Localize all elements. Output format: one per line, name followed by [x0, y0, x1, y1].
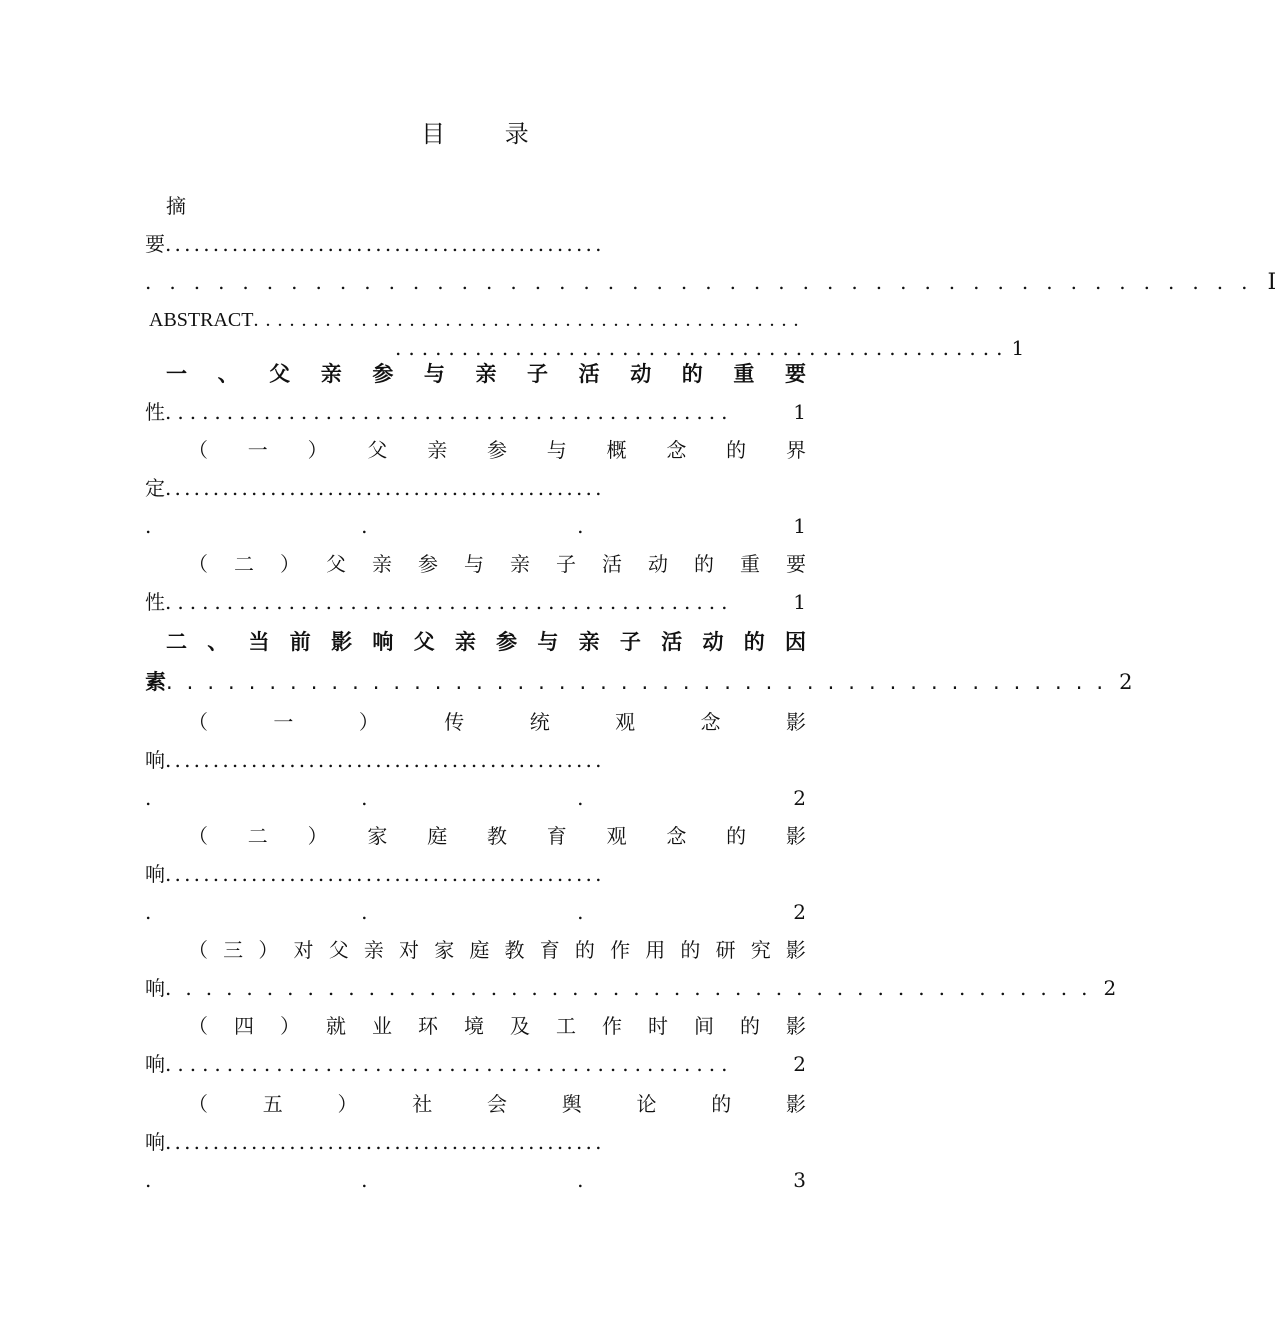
- toc-entry-s2-3: [188, 935, 806, 965]
- entry-char: 时: [648, 1014, 668, 1038]
- leader-dot: .: [145, 514, 152, 538]
- leader-dots: ..............................................: [166, 670, 1118, 694]
- entry-char: 界: [785, 438, 806, 462]
- entry-char: 活: [602, 552, 622, 576]
- entry-char: 三: [223, 938, 244, 962]
- toc-entry-s2-2: [188, 821, 806, 851]
- entry-char: 作: [610, 938, 631, 962]
- leader-dots: ..............................................: [165, 590, 734, 614]
- entry-char: 父: [413, 630, 435, 654]
- entry-char: 、: [217, 362, 239, 386]
- entry-char: 亲: [427, 438, 448, 462]
- entry-char: 前: [289, 630, 311, 654]
- leader-dots: ..............................................: [165, 1130, 605, 1154]
- page-number: 1: [793, 400, 806, 424]
- leader-dots: ..............................................: [253, 309, 806, 331]
- leader-dots: ..............................................: [165, 476, 605, 500]
- toc-entry-s1-2-tail: [145, 587, 806, 617]
- leader-dot: .: [361, 1168, 368, 1192]
- entry-char: 观: [615, 710, 636, 734]
- entry-char: 子: [619, 630, 641, 654]
- entry-char: 教: [504, 938, 525, 962]
- entry-char: 活: [578, 362, 600, 386]
- entry-char: 参: [486, 438, 507, 462]
- page-number: 2: [793, 786, 806, 810]
- entry-char: 间: [694, 1014, 714, 1038]
- entry-char: 用: [645, 938, 666, 962]
- entry-char: 的: [740, 1014, 760, 1038]
- toc-entry-s1-1-tail: [145, 473, 806, 503]
- entry-char: 的: [726, 438, 747, 462]
- entry-char: 与: [546, 438, 567, 462]
- entry-char: 的: [680, 938, 701, 962]
- page-number: 2: [793, 1052, 806, 1076]
- entry-char: 社: [412, 1092, 433, 1116]
- entry-char: 影: [785, 710, 806, 734]
- entry-char: 念: [666, 824, 687, 848]
- entry-label: 响: [145, 1052, 165, 1076]
- entry-char: 活: [661, 630, 683, 654]
- entry-char: ）: [307, 438, 328, 462]
- entry-char: ）: [307, 824, 328, 848]
- entry-char: 影: [331, 630, 353, 654]
- page-number: 2: [1119, 670, 1133, 694]
- leader-dots: ..............................................: [165, 232, 605, 256]
- page-number: 1: [793, 590, 806, 614]
- entry-char: 亲: [510, 552, 530, 576]
- leader-dot: .: [145, 786, 152, 810]
- entry-char: （: [188, 710, 208, 734]
- leader-dot: .: [361, 514, 368, 538]
- entry-label: 响: [145, 862, 165, 886]
- entry-char: 亲: [454, 630, 476, 654]
- entry-char: 子: [527, 362, 549, 386]
- entry-char: 传: [444, 710, 465, 734]
- entry-char: 庭: [469, 938, 490, 962]
- entry-char: 的: [711, 1092, 732, 1116]
- toc-entry-s2-1-tail: [145, 745, 806, 775]
- page-title: 目 录: [421, 120, 555, 148]
- toc-entry-s2-1-cont: [145, 783, 806, 813]
- entry-char: 与: [464, 552, 484, 576]
- toc-entry-s2-4: [188, 1011, 806, 1041]
- page-number: 1: [1011, 336, 1025, 360]
- toc-heading-s2-tail: [145, 667, 1133, 697]
- entry-char: 父: [326, 552, 346, 576]
- entry-char: 父: [328, 938, 349, 962]
- entry-char: 因: [784, 630, 806, 654]
- entry-char: 影: [786, 1092, 806, 1116]
- entry-label: 性: [145, 590, 165, 614]
- entry-char: 子: [556, 552, 576, 576]
- entry-char: 念: [666, 438, 687, 462]
- entry-char: 论: [636, 1092, 657, 1116]
- entry-char: 二: [166, 630, 187, 654]
- leader-dot: .: [361, 900, 368, 924]
- leader-dot: .: [145, 1168, 152, 1192]
- entry-char: 及: [510, 1014, 530, 1038]
- entry-char: 亲: [320, 362, 342, 386]
- entry-char: 参: [372, 362, 394, 386]
- toc-entry-s2-5: [188, 1089, 806, 1119]
- entry-label: 要: [145, 232, 165, 256]
- entry-char: 家: [367, 824, 388, 848]
- toc-entry-s2-5-cont: [145, 1165, 806, 1195]
- toc-entry-s2-5-tail: [145, 1127, 806, 1157]
- leader-dots: ..............................................: [165, 748, 605, 772]
- leader-dot: .: [145, 900, 152, 924]
- entry-char: 的: [681, 362, 703, 386]
- toc-entry-s1-2: [188, 549, 806, 579]
- entry-char: ）: [337, 1092, 358, 1116]
- entry-char: 究: [750, 938, 771, 962]
- entry-label: 响: [145, 1130, 165, 1154]
- toc-entry-abstract: [149, 305, 806, 335]
- entry-char: 研: [715, 938, 736, 962]
- leader-dots: ..............................................: [165, 1052, 734, 1076]
- toc-entry-zhaiyao-head: [166, 191, 827, 221]
- entry-char: 庭: [427, 824, 448, 848]
- entry-char: 五: [262, 1092, 283, 1116]
- toc-entry-s1-1-cont: [145, 511, 806, 541]
- entry-char: 摘: [166, 194, 186, 218]
- leader-dots: ..............................................: [395, 336, 1010, 360]
- leader-dot: .: [577, 514, 584, 538]
- toc-entry-s2-2-tail: [145, 859, 806, 889]
- toc-entry-zhaiyao-cont: [145, 267, 1276, 297]
- entry-char: （: [188, 438, 208, 462]
- entry-char: 念: [700, 710, 721, 734]
- entry-char: （: [188, 938, 208, 962]
- entry-char: （: [188, 1092, 208, 1116]
- entry-char: 当: [248, 630, 270, 654]
- entry-char: ）: [280, 1014, 300, 1038]
- page-number: 2: [793, 900, 806, 924]
- leader-dots: ..............................................: [165, 976, 1102, 1000]
- leader-dots: ..............................................: [165, 862, 605, 886]
- entry-char: 影: [785, 938, 806, 962]
- leader-dots: ..............................................: [145, 270, 1266, 294]
- entry-char: 就: [326, 1014, 346, 1038]
- toc-entry-s2-4-tail: [145, 1049, 806, 1079]
- entry-char: 与: [537, 630, 559, 654]
- entry-char: 统: [529, 710, 550, 734]
- entry-char: 参: [496, 630, 518, 654]
- toc-entry-s2-2-cont: [145, 897, 806, 927]
- entry-char: 对: [399, 938, 420, 962]
- entry-char: 业: [372, 1014, 392, 1038]
- entry-char: 一: [247, 438, 268, 462]
- toc-entry-s2-1: [188, 707, 806, 737]
- entry-label: ABSTRACT: [149, 309, 254, 331]
- entry-char: 亲: [372, 552, 392, 576]
- toc-entry-zhaiyao: [145, 229, 806, 259]
- entry-label: 定: [145, 476, 165, 500]
- entry-char: 、: [207, 630, 229, 654]
- entry-char: 教: [486, 824, 507, 848]
- entry-label: 性: [145, 400, 165, 424]
- entry-char: 二: [234, 552, 254, 576]
- entry-char: 会: [487, 1092, 507, 1116]
- leader-dot: .: [577, 1168, 584, 1192]
- entry-char: ）: [358, 710, 379, 734]
- entry-char: 的: [694, 552, 714, 576]
- page-number: 1: [793, 514, 806, 538]
- entry-label: 响: [145, 748, 165, 772]
- entry-char: 影: [785, 824, 806, 848]
- toc-entry-s2-3-tail: [145, 973, 1117, 1003]
- entry-char: 四: [234, 1014, 254, 1038]
- entry-char: 父: [269, 362, 291, 386]
- entry-char: 的: [743, 630, 765, 654]
- entry-char: 一: [166, 362, 187, 386]
- entry-char: 环: [418, 1014, 438, 1038]
- page-number: 2: [1103, 976, 1117, 1000]
- entry-char: 二: [247, 824, 268, 848]
- entry-char: 育: [539, 938, 560, 962]
- page-number: I: [1267, 270, 1276, 295]
- toc-heading-s2: [166, 627, 806, 657]
- entry-char: 概: [606, 438, 627, 462]
- entry-char: 一: [273, 710, 294, 734]
- entry-char: 作: [602, 1014, 622, 1038]
- toc-heading-s1: [166, 359, 806, 389]
- toc-entry-s1-1: [188, 435, 806, 465]
- entry-char: 亲: [578, 630, 600, 654]
- leader-dots: ..............................................: [165, 400, 734, 424]
- entry-char: 要: [786, 552, 806, 576]
- leader-dot: .: [577, 900, 584, 924]
- entry-char: ）: [258, 938, 279, 962]
- entry-char: 工: [556, 1014, 576, 1038]
- entry-char: 对: [293, 938, 314, 962]
- entry-label: 响: [145, 976, 165, 1000]
- entry-char: 育: [546, 824, 567, 848]
- entry-char: 家: [434, 938, 455, 962]
- entry-char: 的: [726, 824, 747, 848]
- entry-char: 与: [423, 362, 445, 386]
- entry-char: （: [188, 1014, 208, 1038]
- entry-char: 的: [574, 938, 595, 962]
- entry-char: 动: [648, 552, 668, 576]
- entry-label: 素: [145, 670, 166, 694]
- entry-char: （: [188, 552, 208, 576]
- entry-char: 响: [372, 630, 394, 654]
- entry-char: 动: [702, 630, 724, 654]
- entry-char: 影: [786, 1014, 806, 1038]
- entry-char: 要: [784, 362, 806, 386]
- entry-char: 重: [740, 552, 760, 576]
- leader-dot: .: [577, 786, 584, 810]
- entry-char: ）: [280, 552, 300, 576]
- entry-char: （: [188, 824, 208, 848]
- entry-char: 重: [733, 362, 755, 386]
- entry-char: 亲: [475, 362, 497, 386]
- entry-char: 父: [367, 438, 388, 462]
- leader-dot: .: [361, 786, 368, 810]
- page-number: 3: [793, 1168, 806, 1192]
- entry-char: 观: [606, 824, 627, 848]
- entry-char: 亲: [363, 938, 384, 962]
- entry-char: 舆: [561, 1092, 582, 1116]
- toc-heading-s1-tail: [145, 397, 806, 427]
- entry-char: 参: [418, 552, 438, 576]
- entry-char: 动: [630, 362, 652, 386]
- entry-char: 境: [464, 1014, 484, 1038]
